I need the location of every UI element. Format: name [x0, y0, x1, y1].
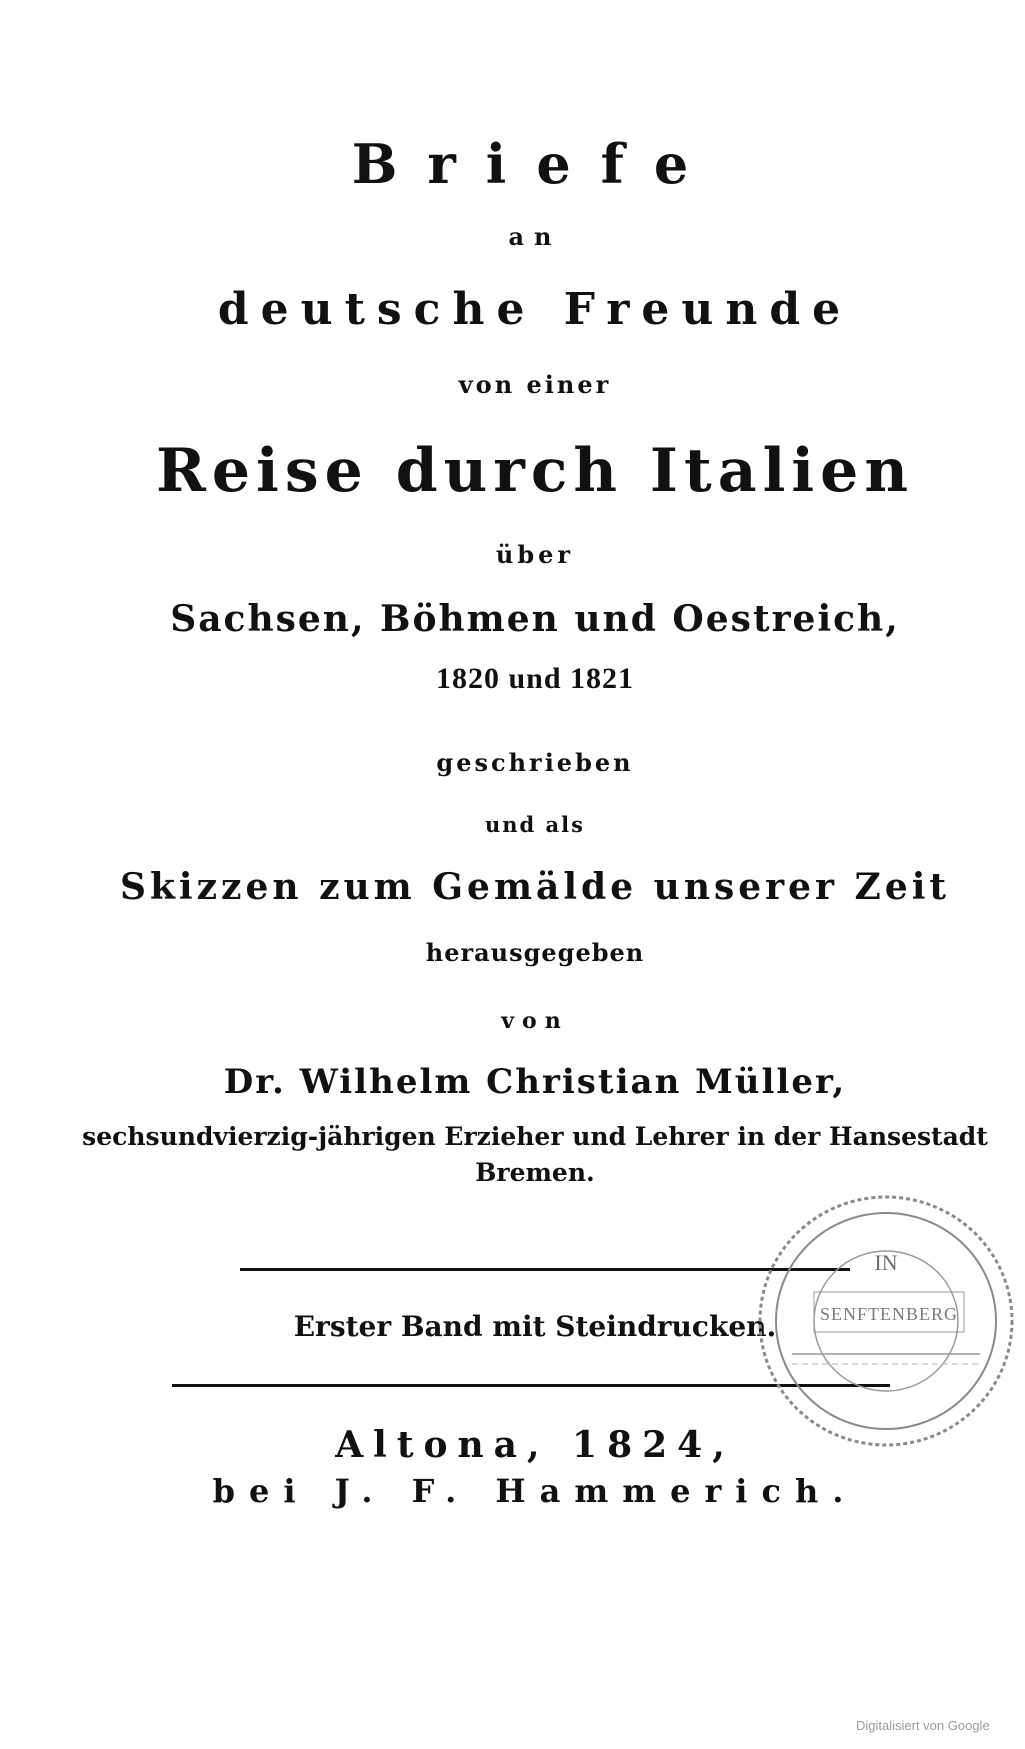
title-line-von: von	[501, 1008, 569, 1034]
digitization-credit: Digitalisiert von Google	[856, 1718, 990, 1733]
title-line-freunde: deutsche Freunde	[217, 284, 853, 335]
library-stamp-graphic	[752, 1188, 1020, 1454]
title-line-skizzen: Skizzen zum Gemälde unserer Zeit	[119, 866, 951, 908]
stamp-text-top: IN	[874, 1250, 898, 1275]
title-line-herausgegeben: herausgegeben	[425, 938, 645, 967]
stamp-text-middle: SENFTENBERG	[819, 1304, 959, 1324]
author-name: Dr. Wilhelm Christian Müller,	[223, 1062, 847, 1102]
book-title: Briefe	[351, 132, 719, 196]
author-city: Bremen.	[475, 1158, 595, 1187]
title-line-ueber: über	[495, 540, 575, 569]
title-line-reise: Reise durch Italien	[156, 436, 914, 506]
title-line-an: an	[508, 222, 562, 251]
imprint-publisher: bei J. F. Hammerich.	[212, 1472, 858, 1510]
title-line-years: 1820 und 1821	[435, 662, 635, 695]
title-line-und-als: und als	[485, 812, 585, 837]
imprint-place-year: Altona, 1824,	[335, 1424, 735, 1466]
library-stamp	[752, 1188, 1020, 1454]
title-line-geschrieben: geschrieben	[436, 748, 634, 777]
author-description: sechsundvierzig-jährigen Erzieher und Lehrer in der Hansestadt	[82, 1122, 988, 1151]
volume-note: Erster Band mit Steindrucken.	[293, 1310, 777, 1343]
title-line-sachsen: Sachsen, Böhmen und Oestreich,	[170, 598, 900, 640]
title-line-von-einer: von einer	[458, 370, 612, 399]
